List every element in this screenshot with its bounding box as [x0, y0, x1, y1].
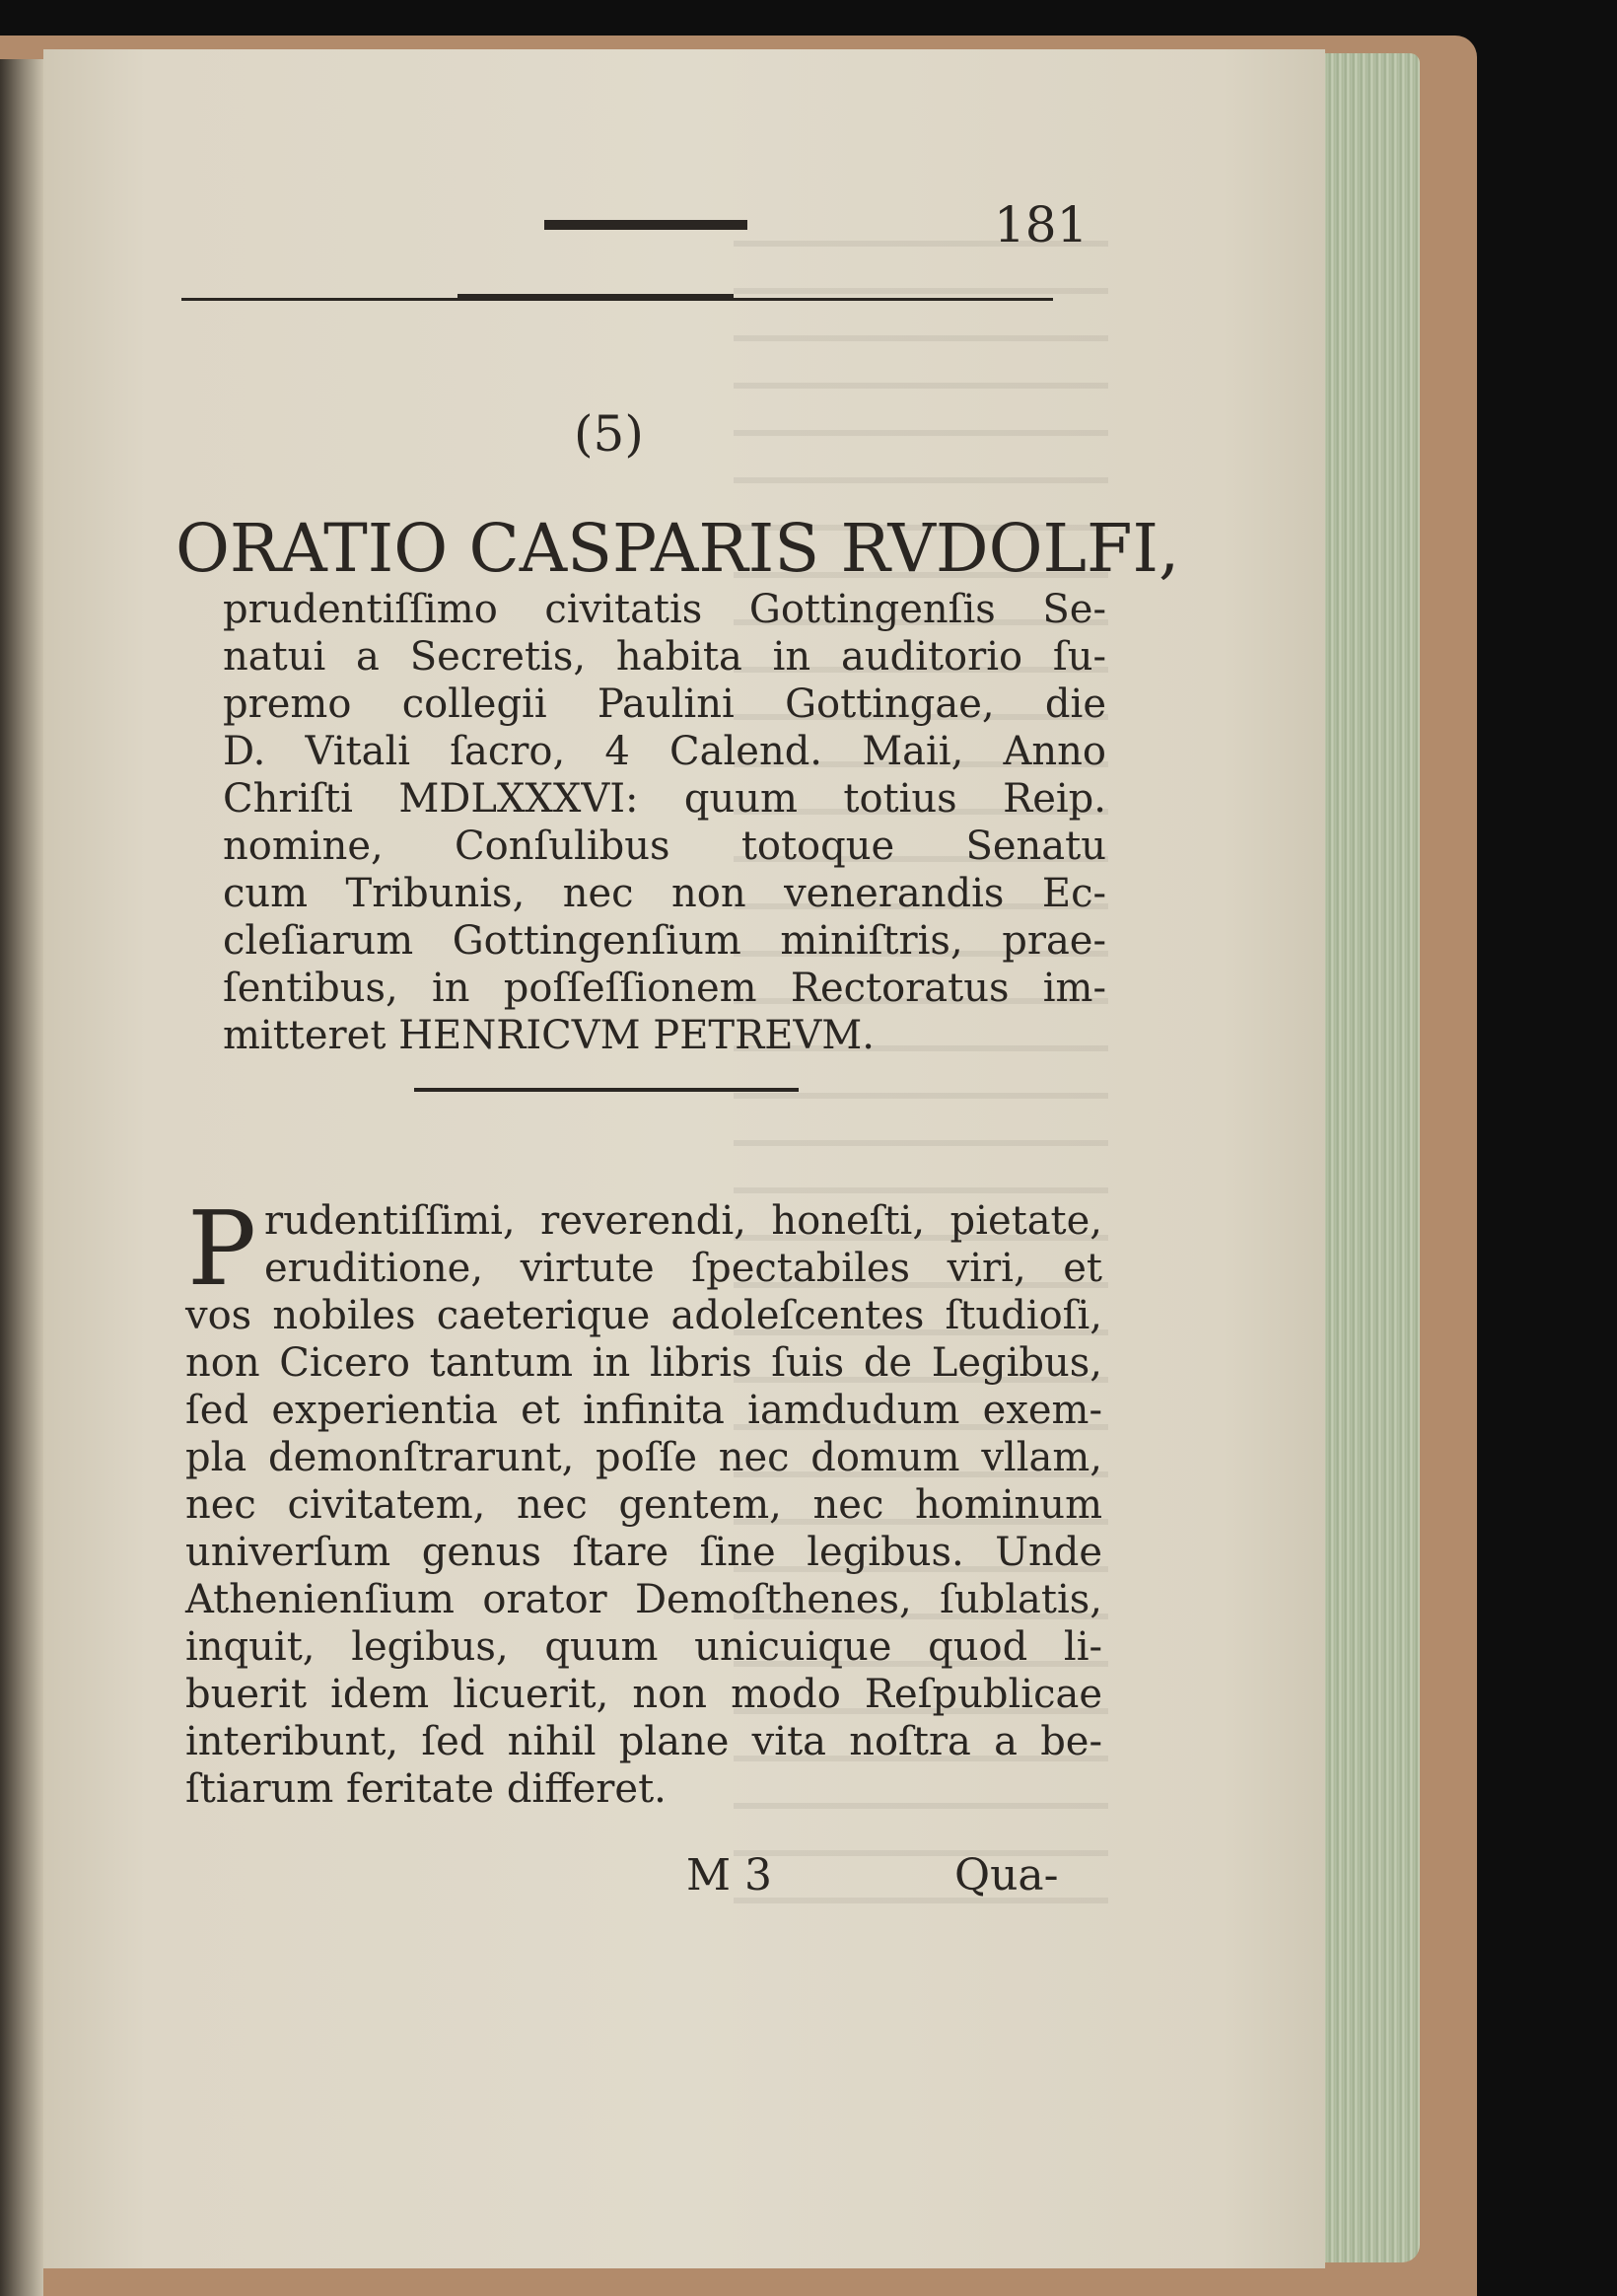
body-line: inquit, legibus, quum unicuique quod li- [185, 1624, 1102, 1670]
body-line: ſed experientia et infinita iamdudum exem- [185, 1388, 1102, 1433]
body-line: interibunt, ſed nihil plane vita noſtra a be- [185, 1719, 1102, 1764]
book-page [43, 49, 1325, 2268]
subtitle-line: cum Tribunis, nec non venerandis Ec- [223, 871, 1106, 916]
page-block-edges [1311, 53, 1420, 2262]
body-line: univerſum genus ſtare ſine legibus. Unde [185, 1530, 1102, 1575]
subtitle-line: mitteret HENRICVM PETREVM. [223, 1013, 875, 1058]
body-line: vos nobiles caeterique adoleſcentes ſtudioſi, [185, 1293, 1102, 1338]
facing-page-edge [0, 59, 43, 2296]
section-number: (5) [574, 405, 644, 463]
body-line: pla demonſtrarunt, poſſe nec domum vllam, [185, 1435, 1102, 1480]
page-number: 181 [994, 196, 1089, 253]
subtitle-line: D. Vitali ſacro, 4 Calend. Maii, Anno [223, 729, 1106, 774]
subtitle-line: Chriſti MDLXXXVI: quum totius Reip. [223, 776, 1106, 822]
header-rule [544, 220, 747, 230]
signature-mark: M 3 [686, 1850, 773, 1901]
subtitle-line: cleſiarum Gottingenſium miniſtris, prae- [223, 918, 1106, 964]
subtitle-line: nomine, Conſulibus totoque Senatu [223, 824, 1106, 869]
body-line: buerit idem licuerit, non modo Reſpublicae [185, 1672, 1102, 1717]
section-divider [414, 1088, 799, 1092]
body-line: nec civitatem, nec gentem, nec hominum [185, 1482, 1102, 1528]
body-line: eruditione, virtute ſpectabiles viri, et [264, 1246, 1102, 1291]
subtitle-line: ſentibus, in poſſeſſionem Rectoratus im- [223, 966, 1106, 1011]
title-rule-thick [457, 294, 734, 300]
oration-subtitle [223, 586, 1106, 1059]
body-line: ſtiarum feritate differet. [185, 1766, 667, 1812]
body-line: non Cicero tantum in libris ſuis de Legibus, [185, 1340, 1102, 1386]
catchword: Qua- [954, 1850, 1059, 1901]
oration-body [185, 1188, 1102, 1813]
drop-cap: P [187, 1188, 256, 1309]
subtitle-line: prudentiſſimo civitatis Gottingenſis Se- [223, 587, 1106, 632]
body-line: rudentiſſimi, reverendi, honeſti, pietate, [264, 1198, 1102, 1244]
oration-heading: ORATIO CASPARIS RVDOLFI, [176, 510, 1180, 587]
subtitle-line: natui a Secretis, habita in auditorio ſu- [223, 634, 1106, 680]
subtitle-line: premo collegii Paulini Gottingae, die [223, 682, 1106, 727]
body-line: Athenienſium orator Demoſthenes, ſublatis, [185, 1577, 1102, 1622]
